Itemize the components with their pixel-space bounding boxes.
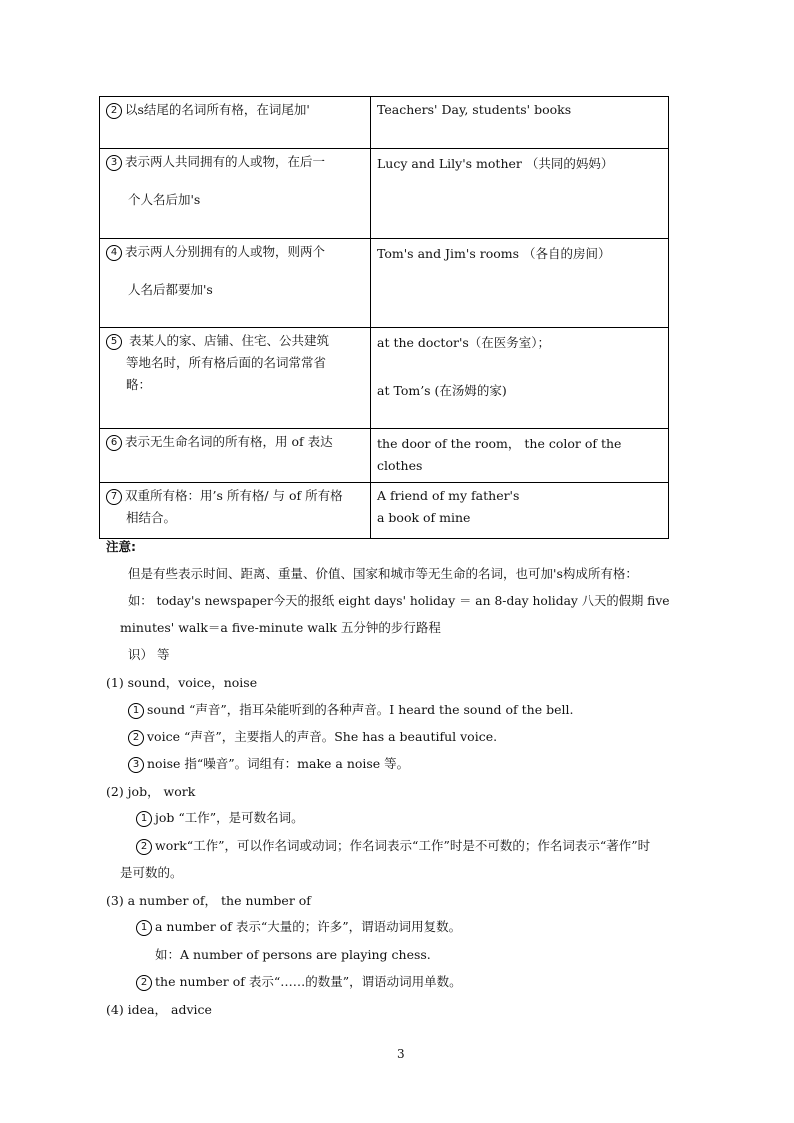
circled-number: 2 xyxy=(106,103,122,119)
table-row: 7 双重所有格：用’s 所有格/ 与 of 所有格 相结合。 A friend of my father's a book of mine xyxy=(100,483,669,539)
circled-number: 3 xyxy=(128,757,144,773)
table-row: 6 表示无生命名词的所有格，用 of 表达 the door of the room， the color of the clothes xyxy=(100,429,669,483)
section-title: (3) a number of， the number of xyxy=(106,893,311,908)
list-item: 2 work“工作”，可以作名词或动词；作名词表示“工作”时是不可数的；作名词表示“著作”时 xyxy=(136,837,650,855)
list-item: 2 the number of 表示“……的数量”，谓语动词用单数。 xyxy=(136,973,462,991)
table-row: 2 以s结尾的名词所有格，在词尾加' Teachers' Day, students' books xyxy=(100,97,669,149)
circled-number: 1 xyxy=(128,703,144,719)
example-line: 如：A number of persons are playing chess. xyxy=(155,947,431,962)
circled-number: 2 xyxy=(136,975,152,991)
list-item: 2 voice “声音”，主要指人的声音。She has a beautiful voice. xyxy=(128,728,497,746)
possessive-rules-table xyxy=(99,96,669,539)
section-title: (4) idea， advice xyxy=(106,1002,212,1017)
note-line: 如： today's newspaper今天的报纸 eight days' holiday ＝ an 8-day holiday 八天的假期 five xyxy=(128,594,670,608)
table-row: 5 表某人的家、店铺、住宅、公共建筑 等地名时，所有格后面的名词常常省 略： at the doctor's（在医务室）； at Tom’s (在汤姆的家) xyxy=(100,328,669,429)
list-item: 3 noise 指“噪音”。词组有：make a noise 等。 xyxy=(128,755,409,773)
circled-number: 7 xyxy=(106,489,122,505)
note-line: 但是有些表示时间、距离、重量、价值、国家和城市等无生命的名词，也可加's构成所有格： xyxy=(128,566,638,581)
circled-number: 1 xyxy=(136,920,152,936)
circled-number: 4 xyxy=(106,245,122,261)
page-number: 3 xyxy=(397,1047,405,1061)
circled-number: 2 xyxy=(136,839,152,855)
circled-number: 2 xyxy=(128,730,144,746)
circled-number: 1 xyxy=(136,811,152,827)
note-line: minutes' walk＝a five-minute walk 五分钟的步行路程 xyxy=(120,620,441,635)
note-line: 识） 等 xyxy=(128,647,170,662)
table-row: 3 表示两人共同拥有的人或物，在后一 个人名后加's Lucy and Lily's mother （共同的妈妈） xyxy=(100,149,669,239)
list-item: 1 a number of 表示“大量的；许多”，谓语动词用复数。 xyxy=(136,918,461,936)
circled-number: 5 xyxy=(106,334,122,350)
section-title: (2) job， work xyxy=(106,784,196,799)
note-title: 注意: xyxy=(106,539,136,554)
circled-number: 6 xyxy=(106,435,122,451)
section-title: (1) sound，voice，noise xyxy=(106,675,258,690)
circled-number: 3 xyxy=(106,155,122,171)
list-item-continuation: 是可数的。 xyxy=(120,865,183,880)
table-row: 4 表示两人分别拥有的人或物，则两个 人名后都要加's Tom's and Jim's rooms （各自的房间） xyxy=(100,239,669,328)
list-item: 1 sound “声音”，指耳朵能听到的各种声音。I heard the sound of the bell. xyxy=(128,701,573,719)
list-item: 1 job “工作”，是可数名词。 xyxy=(136,809,304,827)
